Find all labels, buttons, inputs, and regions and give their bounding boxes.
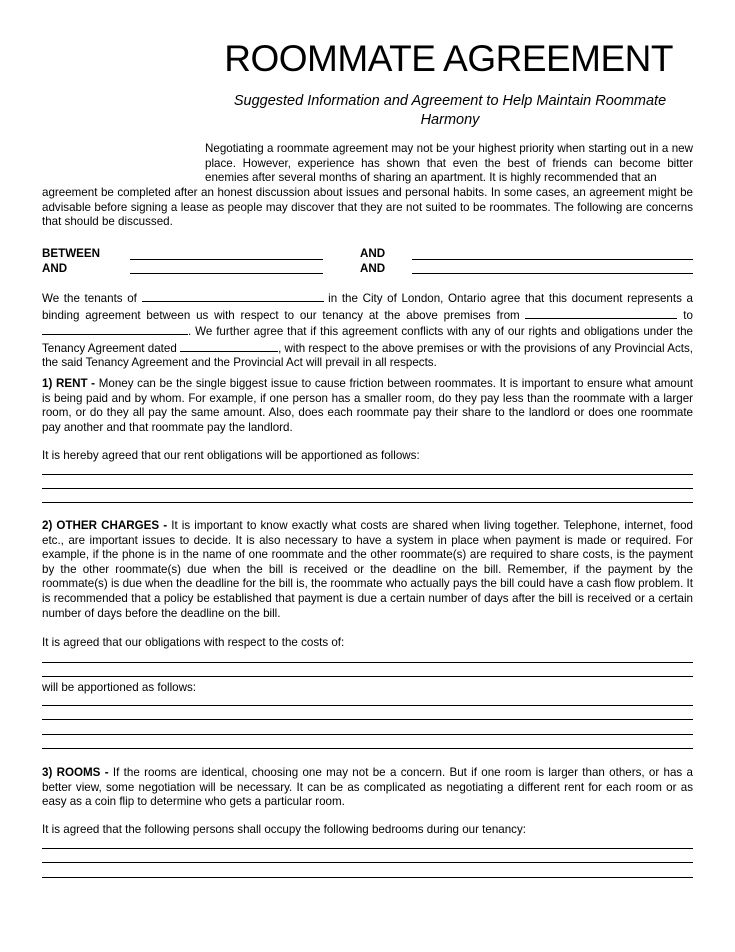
charges-agreed-text: It is agreed that our obligations with respect to the costs of:	[42, 636, 345, 649]
charges-line-4[interactable]	[42, 748, 693, 749]
rooms-line-3[interactable]	[42, 877, 693, 878]
tenants-text-3: to	[683, 308, 693, 322]
rooms-paragraph	[42, 766, 693, 810]
document-subtitle: Suggested Information and Agreement to Help Maintain Roommate Harmony	[233, 93, 667, 128]
rent-line-1[interactable]	[42, 474, 693, 475]
rent-body: Money can be the single biggest issue to cause friction between roommates. It is important to ensure what amount is being paid and by whom. For example, if one person has a smaller room, do they pay less than the roommate with a larger room, or do they all pay the same amount. Also, does each roommate pay their share to the landlord or does one roommate pay another and that roommate pay the landlord.	[42, 377, 693, 434]
party-4-line[interactable]	[412, 273, 693, 274]
and-label-3: AND	[360, 262, 386, 275]
party-1-line[interactable]	[130, 259, 323, 260]
tenants-text-2: in the City of London, Ontario agree that this document represents a binding agreement between us with respect to our tenancy at the above premises from	[42, 292, 693, 322]
rent-line-3[interactable]	[42, 502, 693, 503]
document-title: ROOMMATE AGREEMENT	[224, 38, 673, 79]
and-label-2: AND	[42, 262, 68, 275]
rent-paragraph	[42, 377, 693, 435]
charges-apportioned-text: will be apportioned as follows:	[42, 681, 197, 694]
charges-body: It is important to know exactly what costs are shared when living together. Telephone, internet, food etc., are important issues to decide. It is also necessary to have a system in place when payment is made or required. For example, if the phone is in the name of one roommate and the other roommate(s) are required to share costs, is the payment by the other roommate(s) due when the bill is received or the deadline on the bill. Remember, if the payment by the roommate(s) is due when the deadline for the bill is, the roommate who actually pays the bill could have a cash flow problem. It is recommended that a policy be established that payment is due a certain number of days after the bill is received or a certain number of days before the deadline on the bill.	[42, 519, 693, 620]
intro-paragraph: agreement be completed after an honest discussion about issues and personal habits. In some cases, an agreement might be advisable before signing a lease as people may discover that they are not suited to be roommates. The following are concerns that should be discussed.	[42, 186, 693, 229]
rooms-body: If the rooms are identical, choosing one may not be a concern. But if one room is larger than others, or has a better view, some negotiation will be necessary. It can be as complicated as negotiating a different rent for each room or as easy as a coin flip to determine who gets a particular room.	[42, 766, 693, 809]
rooms-agreed-text: It is agreed that the following persons shall occupy the following bedrooms during our tenancy:	[42, 823, 526, 836]
rooms-line-1[interactable]	[42, 848, 693, 849]
tenants-text-1: We the tenants of	[42, 292, 137, 305]
rent-heading: 1) RENT -	[42, 377, 96, 390]
charges-costs-line-2[interactable]	[42, 676, 693, 677]
premises-field[interactable]	[142, 290, 324, 302]
rent-agreed-text: It is hereby agreed that our rent obligations will be apportioned as follows:	[42, 449, 420, 462]
rent-line-2[interactable]	[42, 488, 693, 489]
tenancy-date-field[interactable]	[180, 340, 278, 352]
tenants-text-5: , with respect to the above premises or with the provisions of any Provincial Acts, the said Tenancy Agreement and the Provincial Act will prevail in all respects.	[42, 341, 693, 370]
charges-line-2[interactable]	[42, 719, 693, 720]
charges-paragraph	[42, 519, 693, 621]
charges-line-1[interactable]	[42, 705, 693, 706]
between-label: BETWEEN	[42, 247, 100, 260]
party-3-line[interactable]	[130, 273, 323, 274]
and-label-1: AND	[360, 247, 386, 260]
party-2-line[interactable]	[412, 259, 693, 260]
charges-costs-line-1[interactable]	[42, 662, 693, 663]
charges-line-3[interactable]	[42, 734, 693, 735]
end-date-field[interactable]	[42, 323, 188, 335]
rooms-heading: 3) ROOMS -	[42, 766, 109, 779]
tenants-text-4: . We further agree that if this agreement conflicts with any of our rights and obligations under the Tenancy Agreement dated	[42, 325, 693, 355]
intro-indented: Negotiating a roommate agreement may not be your highest priority when starting out in a new place. However, experience has shown that even the best of friends can become bitter enemies after several months of sharing an apartment. It is highly recommended that an	[205, 142, 693, 185]
start-date-field[interactable]	[525, 307, 677, 319]
rooms-line-2[interactable]	[42, 862, 693, 863]
tenants-paragraph	[42, 290, 693, 371]
charges-heading: 2) OTHER CHARGES -	[42, 519, 168, 532]
